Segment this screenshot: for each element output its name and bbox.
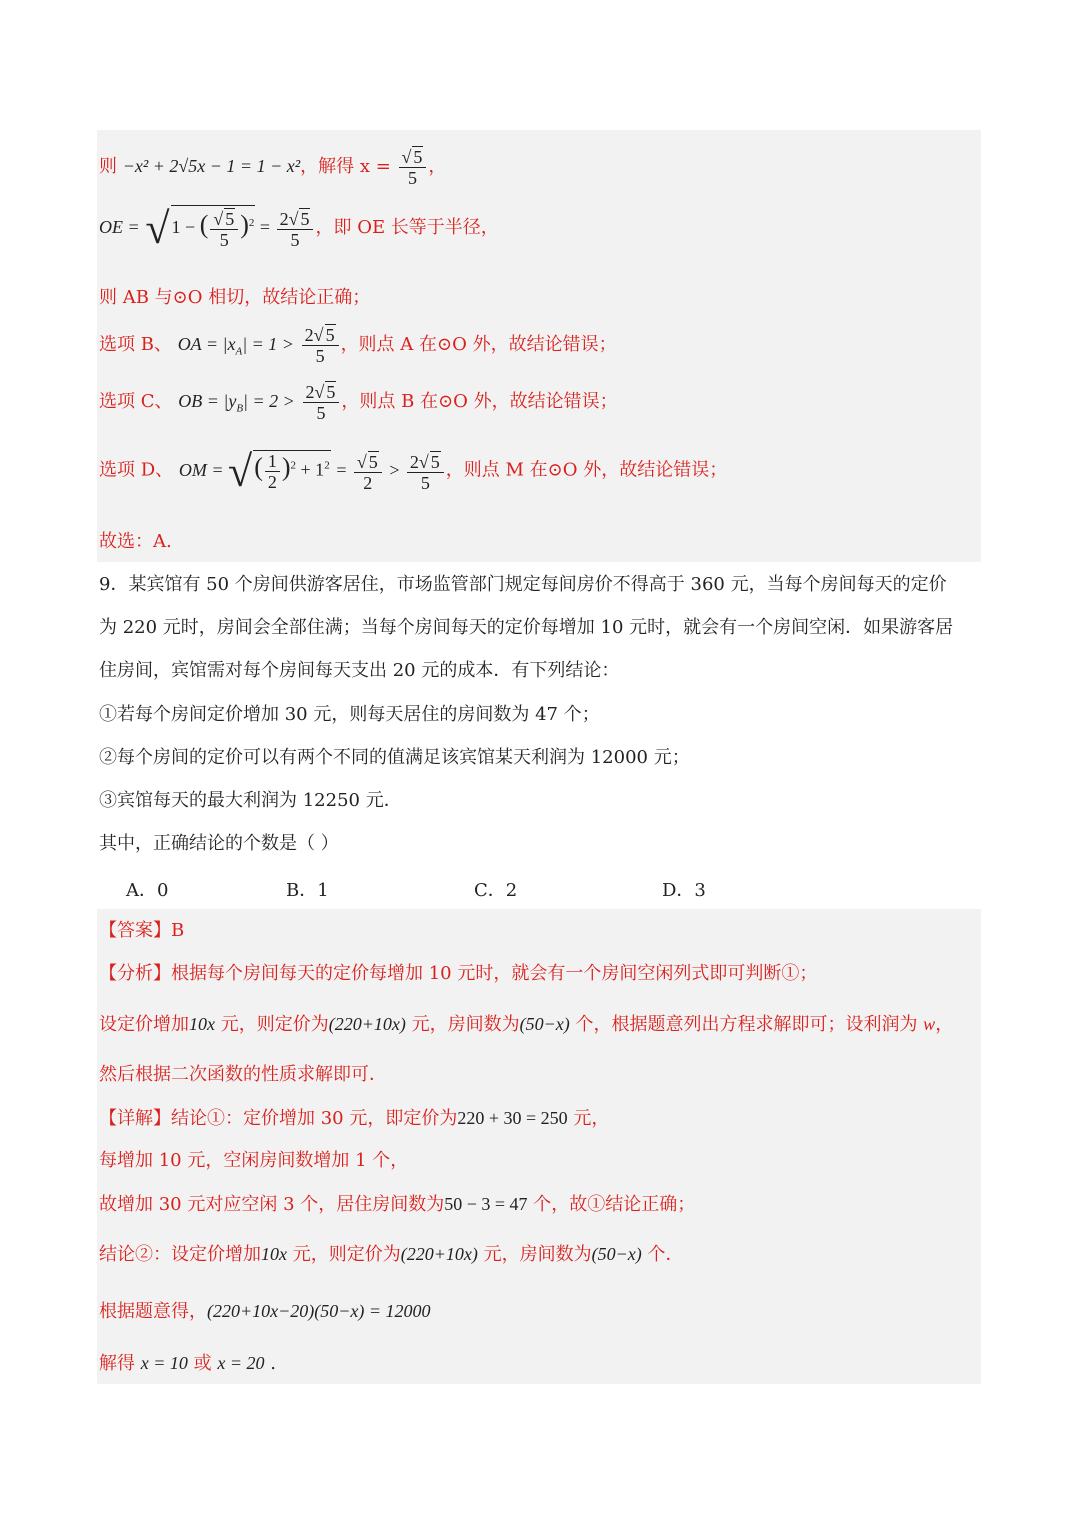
math: w: [923, 1014, 936, 1034]
math: 10x: [189, 1014, 215, 1034]
text-tail: ，则点 A 在⊙O 外，故结论错误；: [340, 334, 617, 355]
text: 个，故①结论正确；: [527, 1194, 696, 1215]
option-prefix: 选项 D、: [99, 459, 174, 481]
answer-line: 【答案】B: [99, 920, 185, 941]
text-prefix: 则: [99, 156, 117, 177]
solution-line-1: [99, 146, 446, 188]
oe-label: OE =: [99, 217, 140, 238]
option-d: D．3: [662, 880, 706, 901]
text: 故增加 30 元对应空闲 3 个，居住房间数为: [99, 1194, 445, 1215]
ob-equation: OB = $|y_B| = 2$ >: [178, 391, 295, 415]
text: 结论②：设定价增加: [99, 1244, 261, 1265]
math: (220+10x): [400, 1244, 478, 1264]
text: 【详解】结论①：定价增加 30 元，即定价为: [99, 1108, 458, 1129]
option-prefix: 选项 B、: [99, 334, 172, 355]
detail-line-4: [99, 1242, 683, 1267]
text-mid: ，解得 x =: [300, 156, 391, 177]
math: (220+10x−20)(50−x) = 12000: [207, 1301, 431, 1321]
text: 解得: [99, 1353, 141, 1374]
om-equation: OM = √( $\frac{1}{2}$ )$^2 + 1^2$ = $\frac{√ 5}{2}$ > $\frac{2√ 5}{5}$: [179, 460, 446, 480]
detail-line-2: 每增加 10 元，空闲房间数增加 1 个，: [99, 1150, 409, 1171]
text: 个．: [641, 1244, 684, 1265]
oa-equation: OA = $|x_A| = 1$ >: [177, 334, 294, 358]
text-tail: ，则点 B 在⊙O 外，故结论错误；: [341, 391, 618, 412]
text: 个，根据题意列出方程求解即可；设利润为: [569, 1014, 924, 1035]
fraction: $\frac{2√ 5}{5}$: [303, 381, 340, 423]
text: ，: [935, 1014, 954, 1035]
text: 根据题意得，: [99, 1301, 207, 1322]
text: 或: [187, 1353, 218, 1374]
text: 元，则定价为: [215, 1014, 329, 1035]
solution-line-6: [99, 446, 728, 496]
question-line-2: 为 220 元时，房间会全部住满；当每个房间每天的定价每增加 10 元时，就会有一个房间空闲．如果游客居: [99, 617, 954, 638]
equation: −x² + 2√5x − 1 = 1 − x²: [122, 156, 301, 176]
detail-line-1: [99, 1106, 609, 1131]
solution-line-7: 故选：A.: [99, 531, 172, 552]
text: 元，: [567, 1108, 610, 1129]
analysis-line-1: 【分析】根据每个房间每天的定价每增加 10 元时，就会有一个房间空闲列式即可判断①；: [99, 963, 818, 984]
math: 10x: [261, 1244, 287, 1264]
math: x = 10: [140, 1353, 188, 1373]
text: .: [264, 1353, 276, 1374]
math: (50−x): [519, 1014, 570, 1034]
solution-line-4: [99, 324, 617, 366]
text-tail: ，则点 M 在⊙O 外，故结论错误；: [445, 459, 728, 481]
text: 元，房间数为: [405, 1014, 520, 1035]
detail-line-6: [99, 1351, 276, 1376]
conclusion-2: ②每个房间的定价可以有两个不同的值满足该宾馆某天利润为 12000 元；: [99, 747, 690, 768]
math: 220 + 30 = 250: [457, 1108, 568, 1128]
question-ask: 其中，正确结论的个数是（ ）: [99, 833, 339, 854]
math: (220+10x): [328, 1014, 406, 1034]
option-c: C．2: [474, 880, 518, 901]
text-tail: ，: [428, 156, 447, 177]
math: x = 20: [217, 1353, 265, 1373]
detail-line-5: [99, 1299, 431, 1324]
text-tail: ，即 OE 长等于半径，: [315, 217, 499, 239]
analysis-line-3: 然后根据二次函数的性质求解即可．: [99, 1064, 387, 1085]
math: (50−x): [591, 1244, 642, 1264]
oe-radical: √ 1 − ( $\frac{√ 5}{5}$ )$^2$ = $\frac{2√ 5}{5}$: [145, 217, 315, 237]
math: 50 − 3 = 47: [444, 1194, 528, 1214]
question-line-3: 住房间，宾馆需对每个房间每天支出 20 元的成本．有下列结论：: [99, 660, 620, 681]
text: 元，房间数为: [477, 1244, 592, 1265]
option-a: A．0: [126, 880, 169, 901]
question-line-1: 9．某宾馆有 50 个房间供游客居住，市场监管部门规定每间房价不得高于 360 元，当每个房间每天的定价: [99, 574, 947, 595]
fraction-sqrt5-over-5: $\frac{√ 5}{5}$: [399, 146, 427, 188]
text: 设定价增加: [99, 1014, 189, 1035]
detail-line-3: [99, 1192, 695, 1217]
text: 元，则定价为: [287, 1244, 401, 1265]
conclusion-3: ③宾馆每天的最大利润为 12250 元．: [99, 790, 402, 811]
solution-line-3: 则 AB 与⊙O 相切，故结论正确；: [99, 287, 371, 308]
solution-line-2: [99, 204, 499, 253]
fraction: $\frac{2√ 5}{5}$: [302, 324, 339, 366]
solution-line-5: [99, 381, 618, 423]
option-b: B．1: [286, 880, 329, 901]
option-prefix: 选项 C、: [99, 391, 173, 412]
analysis-line-2: [99, 1012, 953, 1037]
conclusion-1: ①若每个房间定价增加 30 元，则每天居住的房间数为 47 个；: [99, 704, 600, 725]
